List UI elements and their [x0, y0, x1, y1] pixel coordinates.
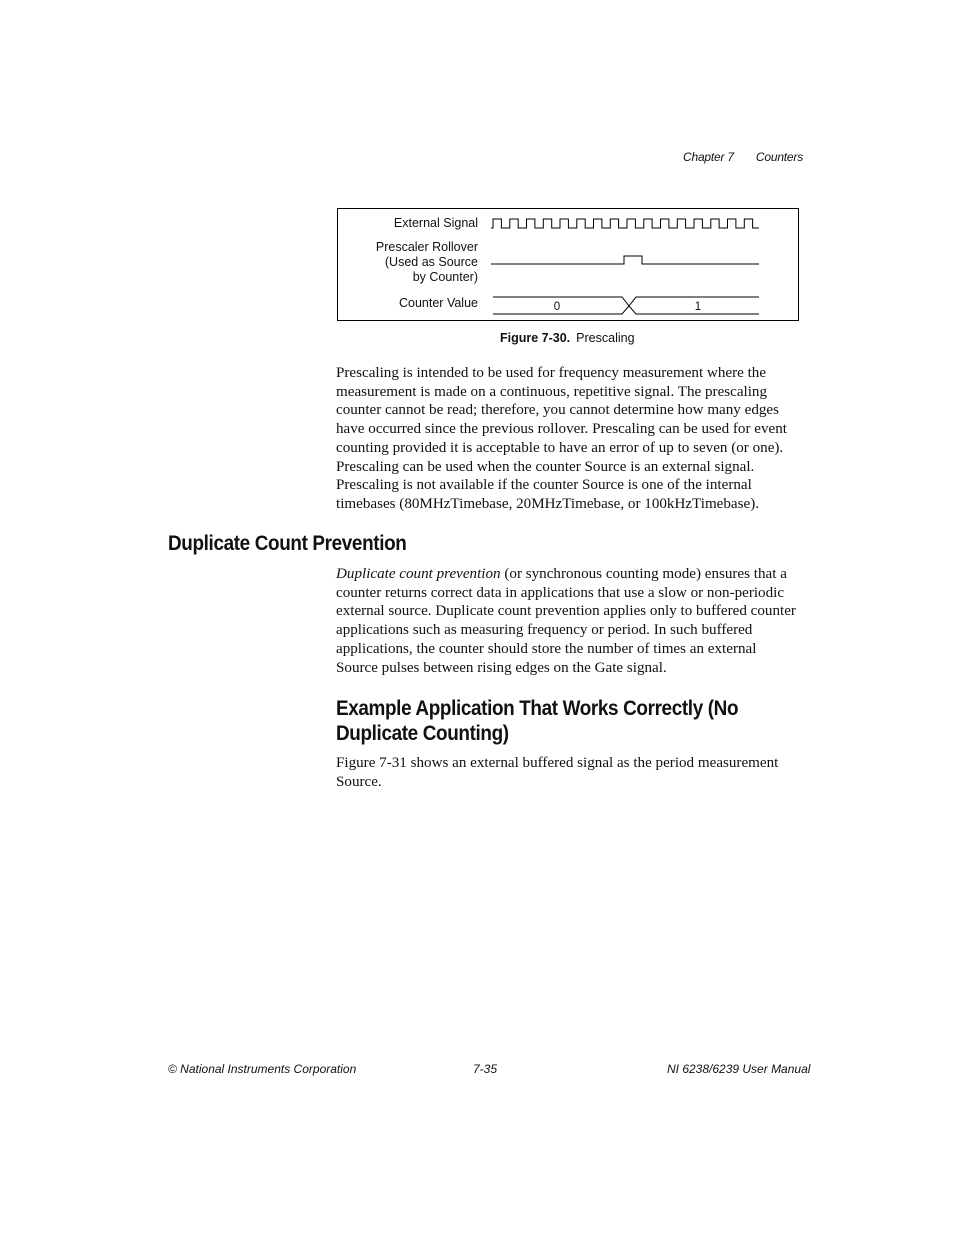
example-heading-line-2: Duplicate Counting) — [336, 722, 509, 745]
duplicate-count-heading: Duplicate Count Prevention — [168, 532, 407, 555]
figure-number: Figure 7-30. — [500, 331, 571, 345]
counter-value-1: 1 — [694, 301, 702, 313]
prescaler-rollover-line-1: Prescaler Rollover — [375, 240, 478, 254]
section-label: Counters — [755, 150, 803, 164]
timing-diagram — [338, 209, 800, 322]
running-header — [683, 150, 803, 164]
prescaling-figure — [337, 208, 799, 321]
external-signal-label: External Signal — [393, 216, 478, 230]
prescaling-paragraph: Prescaling is intended to be used for frequency measurement where the measurement is made on a continuous, repetitive signal. The prescaling counter cannot be read; therefore, you cannot determine how many edges have occurred since the previous rollover. Prescaling can be used for event counting provided it is acceptable to have an error of up to seven (or one). Prescaling can be used when the counter Source is an external signal. Prescaling is not available if the counter Source is one of the internal timebases (80MHzTimebase, 20MHzTimebase, or 100kHzTimebase). — [336, 365, 787, 512]
footer-copyright: © National Instruments Corporation — [168, 1062, 357, 1076]
counter-value-label: Counter Value — [399, 296, 478, 310]
example-paragraph: Figure 7-31 shows an external buffered signal as the period measurement Source. — [336, 755, 779, 790]
figure-title: Prescaling — [576, 331, 635, 345]
example-application-heading — [336, 696, 804, 746]
counter-value-0: 0 — [553, 301, 561, 313]
external-signal-waveform — [491, 219, 759, 228]
prescaler-rollover-waveform — [491, 256, 759, 264]
figure-caption — [500, 331, 635, 345]
footer-manual-title: NI 6238/6239 User Manual — [667, 1062, 811, 1076]
prescaler-rollover-line-2: (Used as Source — [384, 255, 478, 269]
duplicate-body: (or synchronous counting mode) ensures that a counter returns correct data in applications that use a slow or non-periodic external source. Duplicate count prevention applies only to buffered counter applications such as measuring frequency or period. In such buffered applications, the counter should store the number of times an external Source pulses between rising edges on the Gate signal. — [336, 566, 796, 676]
prescaler-rollover-line-3: by Counter) — [412, 270, 478, 284]
example-heading-line-1: Example Application That Works Correctly (No — [336, 697, 739, 720]
duplicate-paragraph — [336, 565, 801, 677]
footer-page-number: 7-35 — [473, 1062, 498, 1076]
chapter-label: Chapter 7 — [683, 150, 734, 164]
counter-value-bus — [493, 297, 759, 314]
duplicate-term: Duplicate count prevention — [336, 566, 501, 582]
